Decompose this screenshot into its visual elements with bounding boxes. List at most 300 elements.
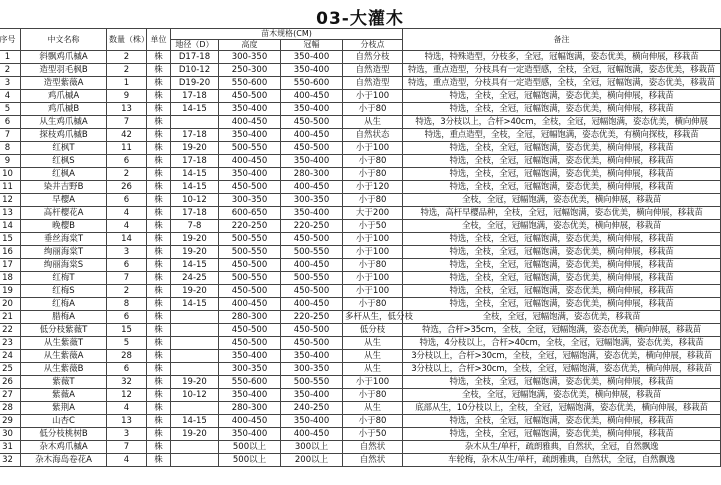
row-name: 高杆樱花A <box>21 207 107 220</box>
row-branch: 小于100 <box>343 272 403 285</box>
row-index: 23 <box>0 337 21 350</box>
row-index: 15 <box>0 233 21 246</box>
row-name: 杂木鸡爪槭A <box>21 441 107 454</box>
row-diameter: 14-15 <box>171 298 219 311</box>
row-note: 特选，全枝，全冠，冠幅饱满，姿态优美，横向伸展，移栽苗 <box>403 272 721 285</box>
row-unit: 株 <box>147 90 171 103</box>
row-qty: 7 <box>107 116 147 129</box>
row-unit: 株 <box>147 116 171 129</box>
row-index: 16 <box>0 246 21 259</box>
row-crown: 350-400 <box>281 350 343 363</box>
page-title: 03-大灌木 <box>316 9 404 29</box>
row-crown: 450-500 <box>281 324 343 337</box>
row-name: 红梅T <box>21 272 107 285</box>
row-index: 9 <box>0 155 21 168</box>
row-height: 400-450 <box>219 415 281 428</box>
row-crown: 450-500 <box>281 233 343 246</box>
table-row <box>0 51 721 64</box>
row-height: 400-450 <box>219 155 281 168</box>
table-row <box>0 220 721 233</box>
row-unit: 株 <box>147 272 171 285</box>
row-name: 从生紫薇T <box>21 337 107 350</box>
row-height: 450-500 <box>219 259 281 272</box>
row-height: 220-250 <box>219 220 281 233</box>
table-row <box>0 324 721 337</box>
row-note: 特选，全枝，全冠，冠幅饱满，姿态优美，横向伸展，移栽苗 <box>403 233 721 246</box>
row-diameter <box>171 402 219 415</box>
row-unit: 株 <box>147 428 171 441</box>
row-height: 250-300 <box>219 64 281 77</box>
row-qty: 4 <box>107 454 147 467</box>
row-branch: 小于100 <box>343 376 403 389</box>
row-qty: 7 <box>107 272 147 285</box>
row-height: 280-300 <box>219 311 281 324</box>
row-index: 4 <box>0 90 21 103</box>
row-diameter <box>171 324 219 337</box>
row-diameter: 17-18 <box>171 90 219 103</box>
row-note: 特选，特殊造型，分枝多，全冠，冠幅饱满，姿态优美，横向伸展，移栽苗 <box>403 51 721 64</box>
header-index: 序号 <box>0 29 21 51</box>
table-row <box>0 207 721 220</box>
row-index: 25 <box>0 363 21 376</box>
row-height: 450-500 <box>219 337 281 350</box>
row-index: 12 <box>0 194 21 207</box>
row-note: 特选，高杆早樱品种，全枝，全冠，冠幅饱满，姿态优美，横向伸展，移栽苗 <box>403 207 721 220</box>
row-crown: 400-450 <box>281 129 343 142</box>
header-height: 高度 <box>219 40 281 51</box>
row-note: 特选，重点造型，分枝具有一定造型感，全枝，全冠，冠幅饱满，姿态优美，移栽苗 <box>403 64 721 77</box>
row-unit: 株 <box>147 155 171 168</box>
row-unit: 株 <box>147 376 171 389</box>
row-name: 低分枝桃树B <box>21 428 107 441</box>
row-crown: 350-400 <box>281 207 343 220</box>
table-row <box>0 90 721 103</box>
row-index: 3 <box>0 77 21 90</box>
row-name: 斜飘鸡爪槭A <box>21 51 107 64</box>
row-qty: 15 <box>107 324 147 337</box>
row-crown: 350-400 <box>281 389 343 402</box>
row-branch: 小于80 <box>343 103 403 116</box>
row-branch: 小于80 <box>343 168 403 181</box>
row-unit: 株 <box>147 441 171 454</box>
row-crown: 450-500 <box>281 337 343 350</box>
row-branch: 小于100 <box>343 233 403 246</box>
row-crown: 300以上 <box>281 441 343 454</box>
table-row <box>0 441 721 454</box>
row-height: 350-400 <box>219 389 281 402</box>
row-diameter <box>171 350 219 363</box>
row-index: 18 <box>0 272 21 285</box>
row-note: 3分枝以上，合杆>30cm，全枝，全冠，冠幅饱满，姿态优美，横向伸展，移栽苗 <box>403 363 721 376</box>
table-row <box>0 116 721 129</box>
row-diameter: 17-18 <box>171 207 219 220</box>
row-index: 7 <box>0 129 21 142</box>
row-qty: 7 <box>107 441 147 454</box>
row-branch: 小于100 <box>343 142 403 155</box>
row-diameter: 19-20 <box>171 376 219 389</box>
row-qty: 2 <box>107 285 147 298</box>
row-note: 特选，全枝，全冠，冠幅饱满，姿态优美，横向伸展，移栽苗 <box>403 103 721 116</box>
table-row <box>0 181 721 194</box>
row-height: 500-550 <box>219 233 281 246</box>
row-name: 杂木海岛卷花A <box>21 454 107 467</box>
row-diameter <box>171 116 219 129</box>
row-crown: 450-500 <box>281 285 343 298</box>
row-diameter <box>171 454 219 467</box>
row-unit: 株 <box>147 233 171 246</box>
row-name: 绚丽海棠S <box>21 259 107 272</box>
row-diameter: 10-12 <box>171 389 219 402</box>
row-diameter: 14-15 <box>171 259 219 272</box>
table-row <box>0 454 721 467</box>
row-height: 400-450 <box>219 298 281 311</box>
row-note: 全枝，全冠，冠幅饱满，姿态优美，横向伸展，移栽苗 <box>403 220 721 233</box>
row-height: 350-400 <box>219 129 281 142</box>
row-height: 400-450 <box>219 116 281 129</box>
row-crown: 220-250 <box>281 311 343 324</box>
row-qty: 13 <box>107 103 147 116</box>
row-qty: 3 <box>107 428 147 441</box>
row-qty: 42 <box>107 129 147 142</box>
row-branch: 小于80 <box>343 259 403 272</box>
row-crown: 300-350 <box>281 194 343 207</box>
row-branch: 多杆从生，低分枝 <box>343 311 403 324</box>
header-qty: 数量（株） <box>107 29 147 51</box>
table-row <box>0 233 721 246</box>
row-height: 500-550 <box>219 246 281 259</box>
row-unit: 株 <box>147 64 171 77</box>
row-diameter: D19-20 <box>171 77 219 90</box>
row-unit: 株 <box>147 168 171 181</box>
row-branch: 从生 <box>343 337 403 350</box>
row-name: 晚樱B <box>21 220 107 233</box>
row-height: 350-400 <box>219 103 281 116</box>
row-qty: 26 <box>107 181 147 194</box>
row-name: 染井吉野B <box>21 181 107 194</box>
header-name: 中文名称 <box>21 29 107 51</box>
table-body <box>0 51 721 467</box>
row-diameter: 19-20 <box>171 233 219 246</box>
row-crown: 550-600 <box>281 77 343 90</box>
row-index: 14 <box>0 220 21 233</box>
row-note: 特选，全枝，全冠，冠幅饱满，姿态优美，横向伸展，移栽苗 <box>403 259 721 272</box>
row-qty: 6 <box>107 311 147 324</box>
row-unit: 株 <box>147 129 171 142</box>
row-unit: 株 <box>147 103 171 116</box>
row-diameter: 14-15 <box>171 168 219 181</box>
row-branch: 从生 <box>343 116 403 129</box>
row-qty: 8 <box>107 298 147 311</box>
row-note: 特选，全枝，全冠，冠幅饱满，姿态优美，横向伸展，移栽苗 <box>403 142 721 155</box>
row-index: 13 <box>0 207 21 220</box>
table-row <box>0 389 721 402</box>
row-crown: 240-250 <box>281 402 343 415</box>
row-index: 29 <box>0 415 21 428</box>
row-diameter: 19-20 <box>171 142 219 155</box>
row-diameter: 7-8 <box>171 220 219 233</box>
row-note: 特选，合杆>35cm，全枝，全冠，冠幅饱满，姿态优美，横向伸展，移栽苗 <box>403 324 721 337</box>
row-crown: 400-450 <box>281 259 343 272</box>
row-name: 绚丽海棠T <box>21 246 107 259</box>
row-unit: 株 <box>147 181 171 194</box>
row-index: 10 <box>0 168 21 181</box>
row-height: 500以上 <box>219 454 281 467</box>
row-branch: 自然状态 <box>343 129 403 142</box>
row-name: 腊梅A <box>21 311 107 324</box>
row-height: 300-350 <box>219 194 281 207</box>
row-note: 特选，全枝，全冠，冠幅饱满，姿态优美，横向伸展，移栽苗 <box>403 415 721 428</box>
row-diameter: 14-15 <box>171 415 219 428</box>
row-qty: 9 <box>107 90 147 103</box>
row-crown: 400-450 <box>281 298 343 311</box>
row-name: 红梅S <box>21 285 107 298</box>
row-note: 全枝，全冠，冠幅饱满，姿态优美，移栽苗 <box>403 311 721 324</box>
row-diameter <box>171 311 219 324</box>
row-name: 探枝鸡爪槭B <box>21 129 107 142</box>
table-row <box>0 285 721 298</box>
row-name: 从生紫薇A <box>21 350 107 363</box>
row-branch: 从生 <box>343 350 403 363</box>
row-unit: 株 <box>147 51 171 64</box>
row-branch: 大于200 <box>343 207 403 220</box>
row-qty: 1 <box>107 77 147 90</box>
row-name: 早樱A <box>21 194 107 207</box>
row-qty: 4 <box>107 402 147 415</box>
row-height: 450-500 <box>219 285 281 298</box>
row-height: 550-600 <box>219 77 281 90</box>
row-note: 特选，全枝，全冠，冠幅饱满，姿态优美，横向伸展，移栽苗 <box>403 181 721 194</box>
row-note: 特选，全枝，全冠，冠幅饱满，姿态优美，横向伸展，移栽苗 <box>403 155 721 168</box>
table-row <box>0 350 721 363</box>
row-crown: 220-250 <box>281 220 343 233</box>
row-unit: 株 <box>147 350 171 363</box>
row-crown: 280-300 <box>281 168 343 181</box>
row-qty: 4 <box>107 207 147 220</box>
row-height: 500-550 <box>219 272 281 285</box>
row-name: 红枫S <box>21 155 107 168</box>
row-crown: 350-400 <box>281 155 343 168</box>
row-index: 1 <box>0 51 21 64</box>
row-height: 600-650 <box>219 207 281 220</box>
row-crown: 400-450 <box>281 428 343 441</box>
table-row <box>0 168 721 181</box>
row-note: 底部从生，10分枝以上，全枝，全冠，冠幅饱满，姿态优美，横向伸展，移栽苗 <box>403 402 721 415</box>
row-index: 28 <box>0 402 21 415</box>
row-index: 17 <box>0 259 21 272</box>
row-diameter: 14-15 <box>171 181 219 194</box>
row-height: 300-350 <box>219 51 281 64</box>
row-note: 特选，全枝，全冠，冠幅饱满，姿态优美，横向伸展，移栽苗 <box>403 90 721 103</box>
row-unit: 株 <box>147 337 171 350</box>
row-unit: 株 <box>147 454 171 467</box>
row-crown: 350-400 <box>281 415 343 428</box>
row-name: 造型紫薇A <box>21 77 107 90</box>
row-name: 鸡爪槭A <box>21 90 107 103</box>
row-note: 特选，全枝，全冠，冠幅饱满，姿态优美，横向伸展，移栽苗 <box>403 376 721 389</box>
row-branch: 小于100 <box>343 285 403 298</box>
row-name: 从生紫薇B <box>21 363 107 376</box>
row-index: 32 <box>0 454 21 467</box>
table-row <box>0 129 721 142</box>
row-note: 全枝，全冠，冠幅饱满，姿态优美，横向伸展，移栽苗 <box>403 194 721 207</box>
row-qty: 2 <box>107 168 147 181</box>
row-unit: 株 <box>147 142 171 155</box>
row-diameter: 10-12 <box>171 194 219 207</box>
row-qty: 12 <box>107 389 147 402</box>
row-branch: 自然造型 <box>343 77 403 90</box>
row-index: 11 <box>0 181 21 194</box>
row-name: 鸡爪槭B <box>21 103 107 116</box>
row-qty: 3 <box>107 246 147 259</box>
row-index: 21 <box>0 311 21 324</box>
row-unit: 株 <box>147 194 171 207</box>
row-crown: 300-350 <box>281 363 343 376</box>
row-height: 350-400 <box>219 350 281 363</box>
row-name: 低分枝紫薇T <box>21 324 107 337</box>
row-branch: 自然状 <box>343 441 403 454</box>
row-unit: 株 <box>147 389 171 402</box>
row-crown: 450-500 <box>281 142 343 155</box>
row-diameter: 19-20 <box>171 285 219 298</box>
table-row <box>0 246 721 259</box>
row-index: 20 <box>0 298 21 311</box>
row-qty: 14 <box>107 233 147 246</box>
row-diameter: 17-18 <box>171 155 219 168</box>
row-unit: 株 <box>147 402 171 415</box>
row-unit: 株 <box>147 207 171 220</box>
row-qty: 32 <box>107 376 147 389</box>
row-crown: 350-400 <box>281 51 343 64</box>
row-branch: 低分枝 <box>343 324 403 337</box>
table-row <box>0 103 721 116</box>
table-row <box>0 194 721 207</box>
row-branch: 小于100 <box>343 246 403 259</box>
row-name: 紫薇A <box>21 389 107 402</box>
row-height: 450-500 <box>219 181 281 194</box>
row-branch: 小于80 <box>343 415 403 428</box>
header-unit: 单位 <box>147 29 171 51</box>
row-unit: 株 <box>147 324 171 337</box>
row-branch: 从生 <box>343 363 403 376</box>
row-branch: 小于80 <box>343 155 403 168</box>
row-branch: 小于80 <box>343 389 403 402</box>
row-name: 红梅A <box>21 298 107 311</box>
row-unit: 株 <box>147 363 171 376</box>
row-note: 全枝，全冠，冠幅饱满，姿态优美，横向伸展，移栽苗 <box>403 389 721 402</box>
table-row <box>0 298 721 311</box>
row-diameter: D10-12 <box>171 64 219 77</box>
row-index: 2 <box>0 64 21 77</box>
table-row <box>0 259 721 272</box>
row-note: 特选，全枝，全冠，冠幅饱满，姿态优美，横向伸展，移栽苗 <box>403 285 721 298</box>
table-row <box>0 376 721 389</box>
table-row <box>0 402 721 415</box>
row-index: 26 <box>0 376 21 389</box>
row-height: 280-300 <box>219 402 281 415</box>
row-index: 19 <box>0 285 21 298</box>
row-unit: 株 <box>147 415 171 428</box>
row-unit: 株 <box>147 220 171 233</box>
row-qty: 13 <box>107 415 147 428</box>
row-crown: 500-550 <box>281 246 343 259</box>
row-unit: 株 <box>147 246 171 259</box>
row-name: 垂丝海棠T <box>21 233 107 246</box>
row-note: 车轮梅，杂木从生/单杆，疏朗雅典，自然状，全冠，自然飘逸 <box>403 454 721 467</box>
row-name: 造型羽毛枫B <box>21 64 107 77</box>
row-height: 300-350 <box>219 363 281 376</box>
row-crown: 400-450 <box>281 90 343 103</box>
row-height: 550-600 <box>219 376 281 389</box>
row-diameter: 14-15 <box>171 103 219 116</box>
row-branch: 小于50 <box>343 220 403 233</box>
row-crown: 400-450 <box>281 181 343 194</box>
row-note: 特选，全枝，全冠，冠幅饱满，姿态优美，横向伸展，移栽苗 <box>403 168 721 181</box>
row-note: 特选，4分枝以上，合杆>40cm，全枝，全冠，冠幅饱满，姿态优美，移栽苗 <box>403 337 721 350</box>
row-crown: 200以上 <box>281 454 343 467</box>
row-qty: 5 <box>107 337 147 350</box>
row-diameter: 19-20 <box>171 246 219 259</box>
row-note: 特选，3分枝以上，合杆>40cm，全枝，全冠，冠幅饱满，姿态优美，横向伸展 <box>403 116 721 129</box>
row-diameter: D17-18 <box>171 51 219 64</box>
row-name: 从生鸡爪槭A <box>21 116 107 129</box>
table-row <box>0 142 721 155</box>
row-index: 27 <box>0 389 21 402</box>
row-height: 350-400 <box>219 428 281 441</box>
header-spec-group: 苗木规格(CM) <box>171 29 403 40</box>
table-row <box>0 64 721 77</box>
row-crown: 350-400 <box>281 64 343 77</box>
row-diameter: 19-20 <box>171 428 219 441</box>
row-note: 特选，全枝，全冠，冠幅饱满，姿态优美，横向伸展，移栽苗 <box>403 246 721 259</box>
row-unit: 株 <box>147 77 171 90</box>
row-name: 红枫T <box>21 142 107 155</box>
table-row <box>0 415 721 428</box>
row-height: 500-550 <box>219 142 281 155</box>
row-qty: 6 <box>107 363 147 376</box>
row-name: 紫薇T <box>21 376 107 389</box>
row-height: 350-400 <box>219 168 281 181</box>
row-qty: 6 <box>107 259 147 272</box>
row-height: 450-500 <box>219 90 281 103</box>
header-branch: 分枝点 <box>343 40 403 51</box>
row-height: 500以上 <box>219 441 281 454</box>
header-note: 备注 <box>403 29 721 51</box>
row-index: 8 <box>0 142 21 155</box>
row-crown: 500-550 <box>281 272 343 285</box>
row-note: 特选，重点造型，分枝具有一定造型感，全枝，全冠，冠幅饱满，姿态优美，移栽苗 <box>403 77 721 90</box>
row-unit: 株 <box>147 285 171 298</box>
row-branch: 自然状 <box>343 454 403 467</box>
row-qty: 2 <box>107 51 147 64</box>
row-note: 3分枝以上，合杆>30cm，全枝，全冠，冠幅饱满，姿态优美，横向伸展，移栽苗 <box>403 350 721 363</box>
row-crown: 350-400 <box>281 103 343 116</box>
table-row <box>0 428 721 441</box>
row-qty: 2 <box>107 64 147 77</box>
row-qty: 11 <box>107 142 147 155</box>
row-branch: 自然分枝 <box>343 51 403 64</box>
row-qty: 6 <box>107 194 147 207</box>
plant-table <box>0 28 721 467</box>
row-qty: 28 <box>107 350 147 363</box>
row-branch: 小于100 <box>343 90 403 103</box>
row-index: 31 <box>0 441 21 454</box>
row-index: 5 <box>0 103 21 116</box>
row-note: 特选，重点造型，全枝，全冠，冠幅饱满，姿态优美，有横向探枝，移栽苗 <box>403 129 721 142</box>
table-row <box>0 337 721 350</box>
header-crown: 冠幅 <box>281 40 343 51</box>
row-unit: 株 <box>147 259 171 272</box>
row-name: 紫荆A <box>21 402 107 415</box>
